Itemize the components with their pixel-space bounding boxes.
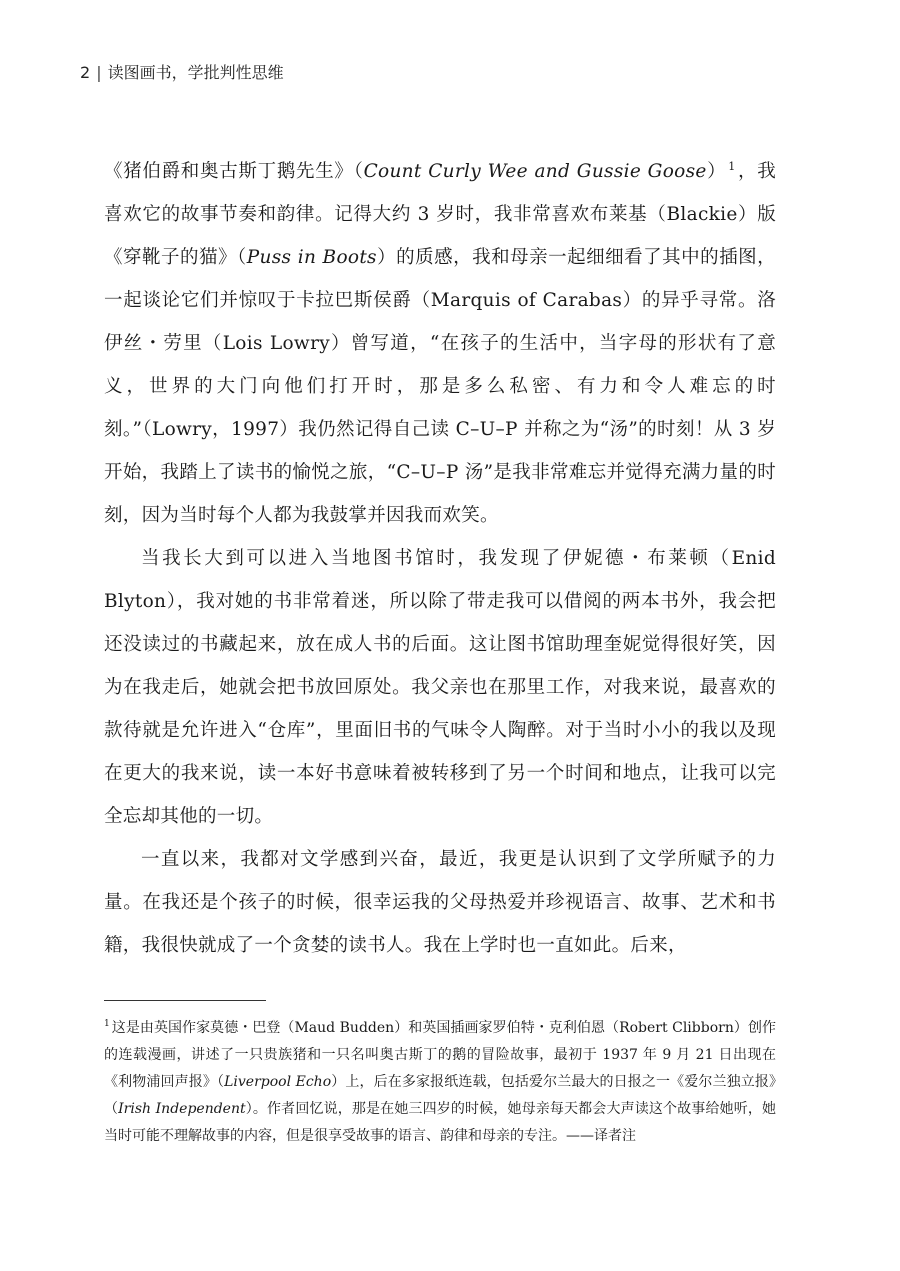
italic-title: Liverpool Echo	[224, 1074, 332, 1090]
main-text	[104, 150, 776, 967]
text-run: 当我长大到可以进入当地图书馆时，我发现了伊妮德・布莱顿（Enid Blyton），我对她的书非常着迷，所以除了带走我可以借阅的两本书外，我会把还没读过的书藏起来，放在成人书的后面。这让图书馆助理奎妮觉得很好笑，因为在我走后，她就会把书放回原处。我父亲也在那里工作，对我来说，最喜欢的款待就是允许进入“仓库”，里面旧书的气味令人陶醉。对于当时小小的我以及现在更大的我来说，读一本好书意味着被转移到了另一个时间和地点，让我可以完全忘却其他的一切。	[104, 548, 776, 827]
footnote	[104, 1015, 776, 1150]
footnote-mark: 1	[104, 1019, 110, 1030]
footnote-reference: 1	[728, 159, 736, 173]
paragraph	[104, 150, 776, 537]
text-run: ，我喜欢它的故事节奏和韵律。记得大约 3 岁时，我非常喜欢布莱基（Blackie）版《穿靴子的猫》（	[104, 161, 776, 268]
italic-title: Irish Independent	[118, 1101, 246, 1117]
book-title: 读图画书，学批判性思维	[107, 63, 284, 82]
paragraph	[104, 838, 776, 967]
text-run: 一直以来，我都对文学感到兴奋，最近，我更是认识到了文学所赋予的力量。在我还是个孩子的时候，很幸运我的父母热爱并珍视语言、故事、艺术和书籍，我很快就成了一个贪婪的读书人。我在上学时也一直如此。后来，	[104, 849, 776, 956]
paragraph	[104, 537, 776, 838]
footnote-divider	[104, 1000, 266, 1001]
running-header	[80, 62, 284, 84]
header-separator: |	[96, 63, 102, 82]
footnote-text-run: ）上，后在多家报纸连载，包括爱尔兰最大的日报之一《爱尔兰独立报》（	[104, 1074, 777, 1117]
text-run: ）	[706, 161, 727, 182]
page-number: 2	[80, 63, 91, 82]
italic-title: Count Curly Wee and Gussie Goose	[363, 161, 707, 182]
footnote-text-run: 这是由英国作家莫德・巴登（Maud Budden）和英国插画家罗伯特・克利伯恩（Robert Clibborn）创作的连载漫画，讲述了一只贵族猪和一只名叫奥古斯丁的鹅的冒险故事，最初于 1937 年 9 月 21 日出现在《利物浦回声报》（	[104, 1020, 776, 1090]
italic-title: Puss in Boots	[246, 247, 377, 268]
text-run: ）的质感，我和母亲一起细细看了其中的插图，一起谈论它们并惊叹于卡拉巴斯侯爵（Marquis of Carabas）的异乎寻常。洛伊丝・劳里（Lois Lowry）曾写道，“在孩子的生活中，当字母的形状有了意义，世界的大门向他们打开时，那是多么私密、有力和令人难忘的时刻。”（Lowry，1997）我仍然记得自己读 C–U–P 并称之为“汤”的时刻！从 3 岁开始，我踏上了读书的愉悦之旅，“C–U–P 汤”是我非常难忘并觉得充满力量的时刻，因为当时每个人都为我鼓掌并因我而欢笑。	[104, 247, 776, 526]
text-run: 《猪伯爵和奥古斯丁鹅先生》（	[104, 161, 364, 182]
footnote-text-run: ）。作者回忆说，那是在她三四岁的时候，她母亲每天都会大声读这个故事给她听，她当时可能不理解故事的内容，但是很享受故事的语言、韵律和母亲的专注。——译者注	[104, 1101, 777, 1144]
